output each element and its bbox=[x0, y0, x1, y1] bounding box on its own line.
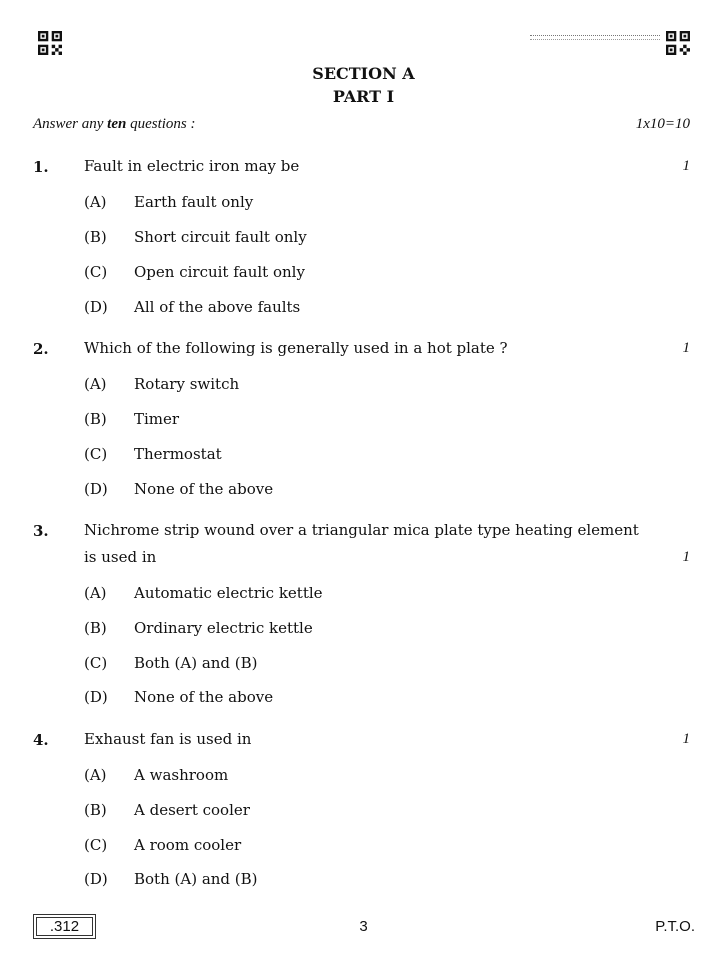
question-text-line-2: is used in bbox=[84, 548, 157, 566]
instructions: Answer any ten questions : bbox=[33, 116, 196, 132]
question-text: Which of the following is generally used in a hot plate ? bbox=[84, 339, 508, 357]
question-number: 1. bbox=[33, 158, 49, 176]
question-number: 3. bbox=[33, 522, 49, 540]
qr-code-icon bbox=[38, 31, 62, 55]
qr-code-icon bbox=[666, 31, 690, 55]
serial-strip bbox=[530, 35, 660, 40]
option-b: (B) A desert cooler bbox=[84, 801, 250, 819]
option-a: (A) Rotary switch bbox=[84, 375, 240, 393]
option-a: (A) Automatic electric kettle bbox=[84, 584, 323, 602]
question-marks: 1 bbox=[682, 731, 690, 747]
question-number: 4. bbox=[33, 731, 49, 749]
option-d: (D) None of the above bbox=[84, 688, 274, 706]
question-text-line-1: Nichrome strip wound over a triangular mica plate type heating element bbox=[84, 521, 639, 539]
option-a: (A) Earth fault only bbox=[84, 193, 254, 211]
question-marks: 1 bbox=[682, 549, 690, 565]
option-d: (D) None of the above bbox=[84, 480, 274, 498]
question-text: Exhaust fan is used in bbox=[84, 730, 252, 748]
question-marks: 1 bbox=[682, 158, 690, 174]
option-b: (B) Timer bbox=[84, 410, 180, 428]
part-title: PART I bbox=[332, 87, 395, 106]
option-c: (C) A room cooler bbox=[84, 836, 242, 854]
option-b: (B) Ordinary electric kettle bbox=[84, 619, 313, 637]
question-text: Fault in electric iron may be bbox=[84, 157, 300, 175]
option-a: (A) A washroom bbox=[84, 766, 229, 784]
option-c: (C) Both (A) and (B) bbox=[84, 654, 258, 672]
option-c: (C) Thermostat bbox=[84, 445, 222, 463]
option-d: (D) All of the above faults bbox=[84, 298, 301, 316]
option-d: (D) Both (A) and (B) bbox=[84, 870, 258, 888]
paper-code-box: .312 bbox=[33, 914, 96, 939]
total-marks: 1x10=10 bbox=[635, 116, 690, 132]
option-c: (C) Open circuit fault only bbox=[84, 263, 305, 281]
page-number: 3 bbox=[359, 918, 368, 935]
question-marks: 1 bbox=[682, 340, 690, 356]
option-b: (B) Short circuit fault only bbox=[84, 228, 307, 246]
question-number: 2. bbox=[33, 340, 49, 358]
section-title: SECTION A bbox=[312, 64, 415, 83]
please-turn-over: P.T.O. bbox=[655, 918, 695, 935]
